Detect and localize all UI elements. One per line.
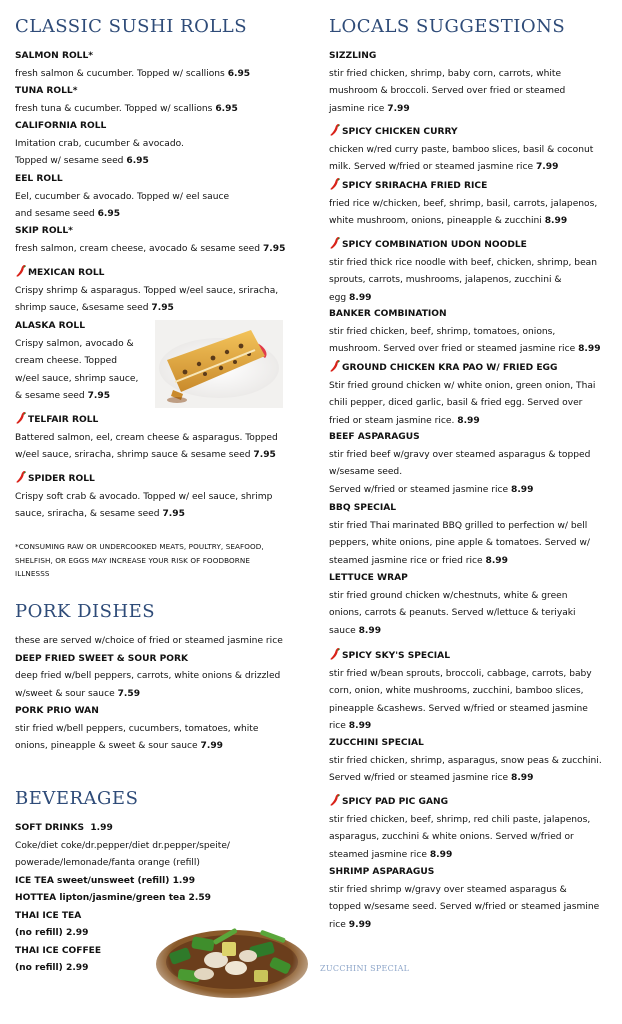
bbq-special bbox=[329, 500, 590, 570]
item-name: MEXICAN ROLL bbox=[28, 268, 105, 278]
item-price: 1.99 bbox=[172, 875, 196, 886]
item-desc: fried or steam jasmine rice. bbox=[329, 415, 455, 426]
item-desc: white mushroom, onions, pineapple & zucchini bbox=[329, 216, 542, 226]
item-desc: milk. Served w/fried or steamed jasmine rice bbox=[329, 162, 534, 172]
item-desc: stir fried Thai marinated BBQ grilled to perfection w/ bell bbox=[329, 520, 588, 531]
item-desc: topped w/sesame seed. Served w/fried or steamed jasmine bbox=[329, 902, 600, 912]
item-price: 2.99 bbox=[66, 928, 89, 938]
item-name: ALASKA ROLL bbox=[15, 321, 85, 331]
item-desc: chili pepper, diced garlic, basil & fried egg. Served over bbox=[329, 398, 583, 408]
item-price: 7.99 bbox=[535, 162, 559, 172]
item-desc: onions, pineapple & sweet & sour sauce bbox=[15, 741, 198, 751]
item-desc: Crispy salmon, avocado & bbox=[15, 338, 134, 349]
chili-pepper-icon bbox=[15, 411, 27, 425]
item-price: 8.99 bbox=[511, 773, 534, 783]
item-name: ZUCCHINI SPECIAL bbox=[329, 738, 424, 748]
item-desc: cream cheese. Topped bbox=[15, 356, 118, 366]
alaska-roll-photo bbox=[155, 320, 283, 408]
item-price: 2.59 bbox=[188, 893, 211, 903]
item-price: 6.95 bbox=[215, 103, 238, 114]
item-desc: stir fried shrimp w/gravy over steamed asparagus & bbox=[329, 884, 567, 895]
item-price: 7.99 bbox=[387, 103, 410, 114]
item-desc: deep fried w/bell peppers, carrots, white onions & drizzled bbox=[15, 671, 281, 681]
item-desc: Coke/diet coke/dr.pepper/diet dr.pepper/speite/ bbox=[15, 840, 230, 851]
item-desc: stir fried chicken, shrimp, asparagus, snow peas & zucchini. bbox=[329, 755, 602, 766]
item-desc: Battered salmon, eel, cream cheese & asparagus. Topped bbox=[15, 432, 278, 443]
item-desc: & sesame seed bbox=[15, 391, 85, 401]
chili-pepper-icon bbox=[15, 470, 27, 484]
item-name: SPICY SKY'S SPECIAL bbox=[342, 651, 451, 661]
item-desc: egg bbox=[329, 292, 347, 303]
item-name: ICE TEA sweet/unsweet (refill) bbox=[15, 875, 170, 886]
item-desc: powerade/lemonade/fanta orange (refill) bbox=[15, 858, 200, 868]
item-desc: w/sesame seed. bbox=[329, 467, 403, 477]
item-name: THAI ICE COFFEE bbox=[15, 945, 102, 956]
note-line: *CONSUMING RAW OR UNDERCOOKED MEATS, POULTRY, SEAFOOD, bbox=[15, 542, 264, 551]
item-name: SPIDER ROLL bbox=[28, 474, 95, 484]
item-name: SIZZLING bbox=[329, 51, 377, 61]
locals-suggestions-title: LOCALS SUGGESTIONS bbox=[329, 16, 566, 37]
telfair-roll bbox=[15, 411, 278, 465]
item-price: 7.99 bbox=[200, 741, 223, 751]
item-name: PORK PRIO WAN bbox=[15, 706, 99, 716]
item-desc: Crispy soft crab & avocado. Topped w/ eel sauce, shrimp bbox=[15, 491, 273, 502]
item-name: HOTTEA lipton/jasmine/green tea bbox=[15, 893, 186, 903]
chili-pepper-icon bbox=[329, 359, 341, 373]
item-desc: Imitation crab, cucumber & avocado. bbox=[15, 138, 184, 149]
tuna-roll bbox=[15, 83, 238, 118]
item-desc: stir fried ground chicken w/chestnuts, white & green bbox=[329, 590, 568, 601]
item-name: BEEF ASPARAGUS bbox=[329, 432, 420, 442]
item-name: SKIP ROLL* bbox=[15, 226, 73, 236]
item-desc: mushroom & broccoli. Served over fried or steamed bbox=[329, 86, 566, 96]
item-name: BBQ SPECIAL bbox=[329, 503, 397, 513]
banker-combination bbox=[329, 306, 601, 359]
item-desc: onions, carrots & peanuts. Served w/lettuce & teriyaki bbox=[329, 608, 576, 618]
pork-intro: these are served w/choice of fried or steamed jasmine rice bbox=[15, 636, 283, 646]
item-desc: fresh tuna & cucumber. Topped w/ scallions bbox=[15, 103, 213, 114]
pork-section bbox=[15, 633, 283, 756]
item-desc: rice bbox=[329, 721, 346, 731]
beverages-title: BEVERAGES bbox=[15, 788, 139, 809]
item-price: 8.99 bbox=[429, 849, 453, 860]
item-desc: steamed jasmine rice or fried rice bbox=[329, 555, 483, 566]
item-name: SALMON ROLL* bbox=[15, 51, 94, 61]
alaska-roll bbox=[15, 318, 138, 406]
item-desc: sprouts, carrots, mushrooms, jalapenos, zucchini & bbox=[329, 275, 562, 285]
item-name: TELFAIR ROLL bbox=[28, 415, 99, 425]
item-price: 7.95 bbox=[262, 243, 286, 254]
item-price: 8.99 bbox=[485, 555, 508, 566]
chili-pepper-icon bbox=[329, 793, 341, 807]
salmon-roll bbox=[15, 48, 250, 83]
item-price: 2.99 bbox=[66, 963, 89, 973]
item-desc: steamed jasmine rice bbox=[329, 849, 427, 860]
item-name: BANKER COMBINATION bbox=[329, 309, 447, 319]
item-price: 9.99 bbox=[348, 919, 372, 930]
item-desc: stir fried chicken, beef, shrimp, tomatoes, onions, bbox=[329, 326, 556, 337]
item-desc: stir fried thick rice noodle with beef, chicken, shrimp, bean bbox=[329, 257, 598, 268]
item-desc: rice bbox=[329, 919, 346, 930]
item-desc: w/eel sauce, shrimp sauce, bbox=[15, 373, 139, 384]
item-desc: stir fried w/bean sprouts, broccoli, cabbage, carrots, baby bbox=[329, 668, 592, 679]
item-name: DEEP FRIED SWEET & SOUR PORK bbox=[15, 653, 189, 664]
item-desc: sauce bbox=[329, 625, 356, 636]
item-price: 8.99 bbox=[511, 484, 534, 495]
item-desc: sauce, sriracha, & sesame seed bbox=[15, 509, 160, 519]
item-price: 8.99 bbox=[349, 292, 372, 303]
item-price: 8.99 bbox=[457, 415, 480, 426]
item-desc: peppers, white onions, pine apple & tomatoes. Served w/ bbox=[329, 538, 590, 548]
item-name: SOFT DRINKS bbox=[15, 823, 85, 833]
item-name: THAI ICE TEA bbox=[15, 910, 82, 921]
item-name: SPICY CHICKEN CURRY bbox=[342, 127, 458, 137]
shrimp-asparagus bbox=[329, 864, 599, 934]
item-desc: chicken w/red curry paste, bamboo slices, basil & coconut bbox=[329, 144, 594, 155]
item-desc: and sesame seed bbox=[15, 209, 95, 219]
item-price: 8.99 bbox=[348, 721, 372, 731]
consumer-advisory-note bbox=[15, 540, 264, 581]
item-name: LETTUCE WRAP bbox=[329, 573, 408, 583]
item-price: 7.95 bbox=[162, 509, 185, 519]
spider-roll bbox=[15, 470, 272, 524]
chili-pepper-icon bbox=[329, 236, 341, 250]
item-desc: fried rice w/chicken, beef, shrimp, basil, carrots, jalapenos, bbox=[329, 198, 598, 209]
item-desc: w/eel sauce, sriracha, shrimp sauce & sesame seed bbox=[15, 450, 251, 460]
chili-pepper-icon bbox=[329, 123, 341, 137]
chili-pepper-icon bbox=[15, 264, 27, 278]
item-desc: fresh salmon, cream cheese, avocado & sesame seed bbox=[15, 243, 261, 254]
item-name: SHRIMP ASPARAGUS bbox=[329, 867, 435, 877]
ground-chicken-kra-pao bbox=[329, 359, 595, 430]
item-desc: stir fried chicken, shrimp, baby corn, carrots, white bbox=[329, 68, 562, 79]
item-price: 1.99 bbox=[90, 823, 113, 833]
item-desc: (no refill) bbox=[15, 963, 63, 973]
pork-dishes-title: PORK DISHES bbox=[15, 601, 156, 622]
beef-asparagus bbox=[329, 429, 590, 499]
item-price: 7.59 bbox=[117, 688, 141, 699]
item-price: 8.99 bbox=[544, 216, 568, 226]
item-desc: Stir fried ground chicken w/ white onion, green onion, Thai bbox=[329, 380, 596, 391]
item-price: 7.95 bbox=[151, 303, 174, 313]
photo-caption: ZUCCHINI SPECIAL bbox=[320, 964, 410, 973]
item-name: SPICY PAD PIC GANG bbox=[342, 797, 449, 807]
chili-pepper-icon bbox=[329, 177, 341, 191]
item-name: SPICY SRIRACHA FRIED RICE bbox=[342, 181, 488, 191]
chili-pepper-icon bbox=[329, 647, 341, 661]
item-name: GROUND CHICKEN KRA PAO W/ FRIED EGG bbox=[342, 363, 558, 373]
item-desc: mushroom. Served over fried or steamed jasmine rice bbox=[329, 344, 576, 354]
spicy-chicken-curry bbox=[329, 123, 593, 177]
item-desc: shrimp sauce, &sesame seed bbox=[15, 303, 149, 313]
item-name: SPICY COMBINATION UDON NOODLE bbox=[342, 240, 527, 250]
item-desc: Served w/fried or steamed jasmine rice bbox=[329, 773, 509, 783]
item-name: TUNA ROLL* bbox=[15, 86, 78, 96]
item-desc: Eel, cucumber & avocado. Topped w/ eel sauce bbox=[15, 191, 230, 202]
mexican-roll bbox=[15, 264, 278, 318]
item-price: 6.95 bbox=[227, 68, 251, 79]
item-price: 6.95 bbox=[126, 156, 149, 166]
item-desc: fresh salmon & cucumber. Topped w/ scallions bbox=[15, 68, 225, 79]
item-desc: stir fried w/bell peppers, cucumbers, tomatoes, white bbox=[15, 723, 259, 734]
item-name: EEL ROLL bbox=[15, 174, 63, 184]
zucchini-special-photo bbox=[152, 916, 310, 1002]
item-desc: Served w/fried or steamed jasmine rice bbox=[329, 484, 509, 495]
item-price: 7.95 bbox=[87, 391, 111, 401]
spicy-combination-udon bbox=[329, 236, 597, 307]
note-line: SHELFISH, OR EGGS MAY INCREASE YOUR RISK OF FOODBORNE bbox=[15, 555, 250, 565]
eel-roll bbox=[15, 171, 229, 224]
item-price: 8.99 bbox=[358, 625, 382, 636]
item-price: 7.95 bbox=[253, 450, 276, 460]
zucchini-special bbox=[329, 735, 602, 788]
item-desc: stir fried beef w/gravy over steamed asparagus & topped bbox=[329, 449, 591, 460]
item-name: CALIFORNIA ROLL bbox=[15, 121, 107, 131]
item-desc: w/sweet & sour sauce bbox=[15, 688, 115, 699]
item-desc: pineapple &cashews. Served w/fried or steamed jasmine bbox=[329, 703, 588, 714]
item-desc: stir fried chicken, beef, shrimp, red chili paste, jalapenos, bbox=[329, 814, 591, 825]
item-desc: jasmine rice bbox=[329, 103, 385, 114]
spicy-pad-pic-gang bbox=[329, 793, 590, 864]
note-line: ILLNESSS bbox=[15, 569, 50, 579]
california-roll bbox=[15, 118, 184, 171]
spicy-skys-special bbox=[329, 647, 592, 736]
sizzling bbox=[329, 48, 565, 118]
spicy-sriracha-fried-rice bbox=[329, 177, 597, 231]
classic-rolls-title: CLASSIC SUSHI ROLLS bbox=[15, 16, 248, 37]
item-desc: corn, onion, white mushrooms, zucchini, bamboo slices, bbox=[329, 686, 584, 696]
item-desc: asparagus, zucchini & white onions. Served w/fried or bbox=[329, 832, 574, 842]
item-desc: Topped w/ sesame seed bbox=[15, 156, 124, 166]
item-desc: (no refill) bbox=[15, 928, 63, 938]
item-desc: Crispy shrimp & asparagus. Topped w/eel sauce, sriracha, bbox=[15, 285, 279, 296]
skip-roll bbox=[15, 223, 285, 258]
item-price: 6.95 bbox=[97, 209, 121, 219]
item-price: 8.99 bbox=[578, 344, 601, 354]
lettuce-wrap bbox=[329, 570, 576, 640]
